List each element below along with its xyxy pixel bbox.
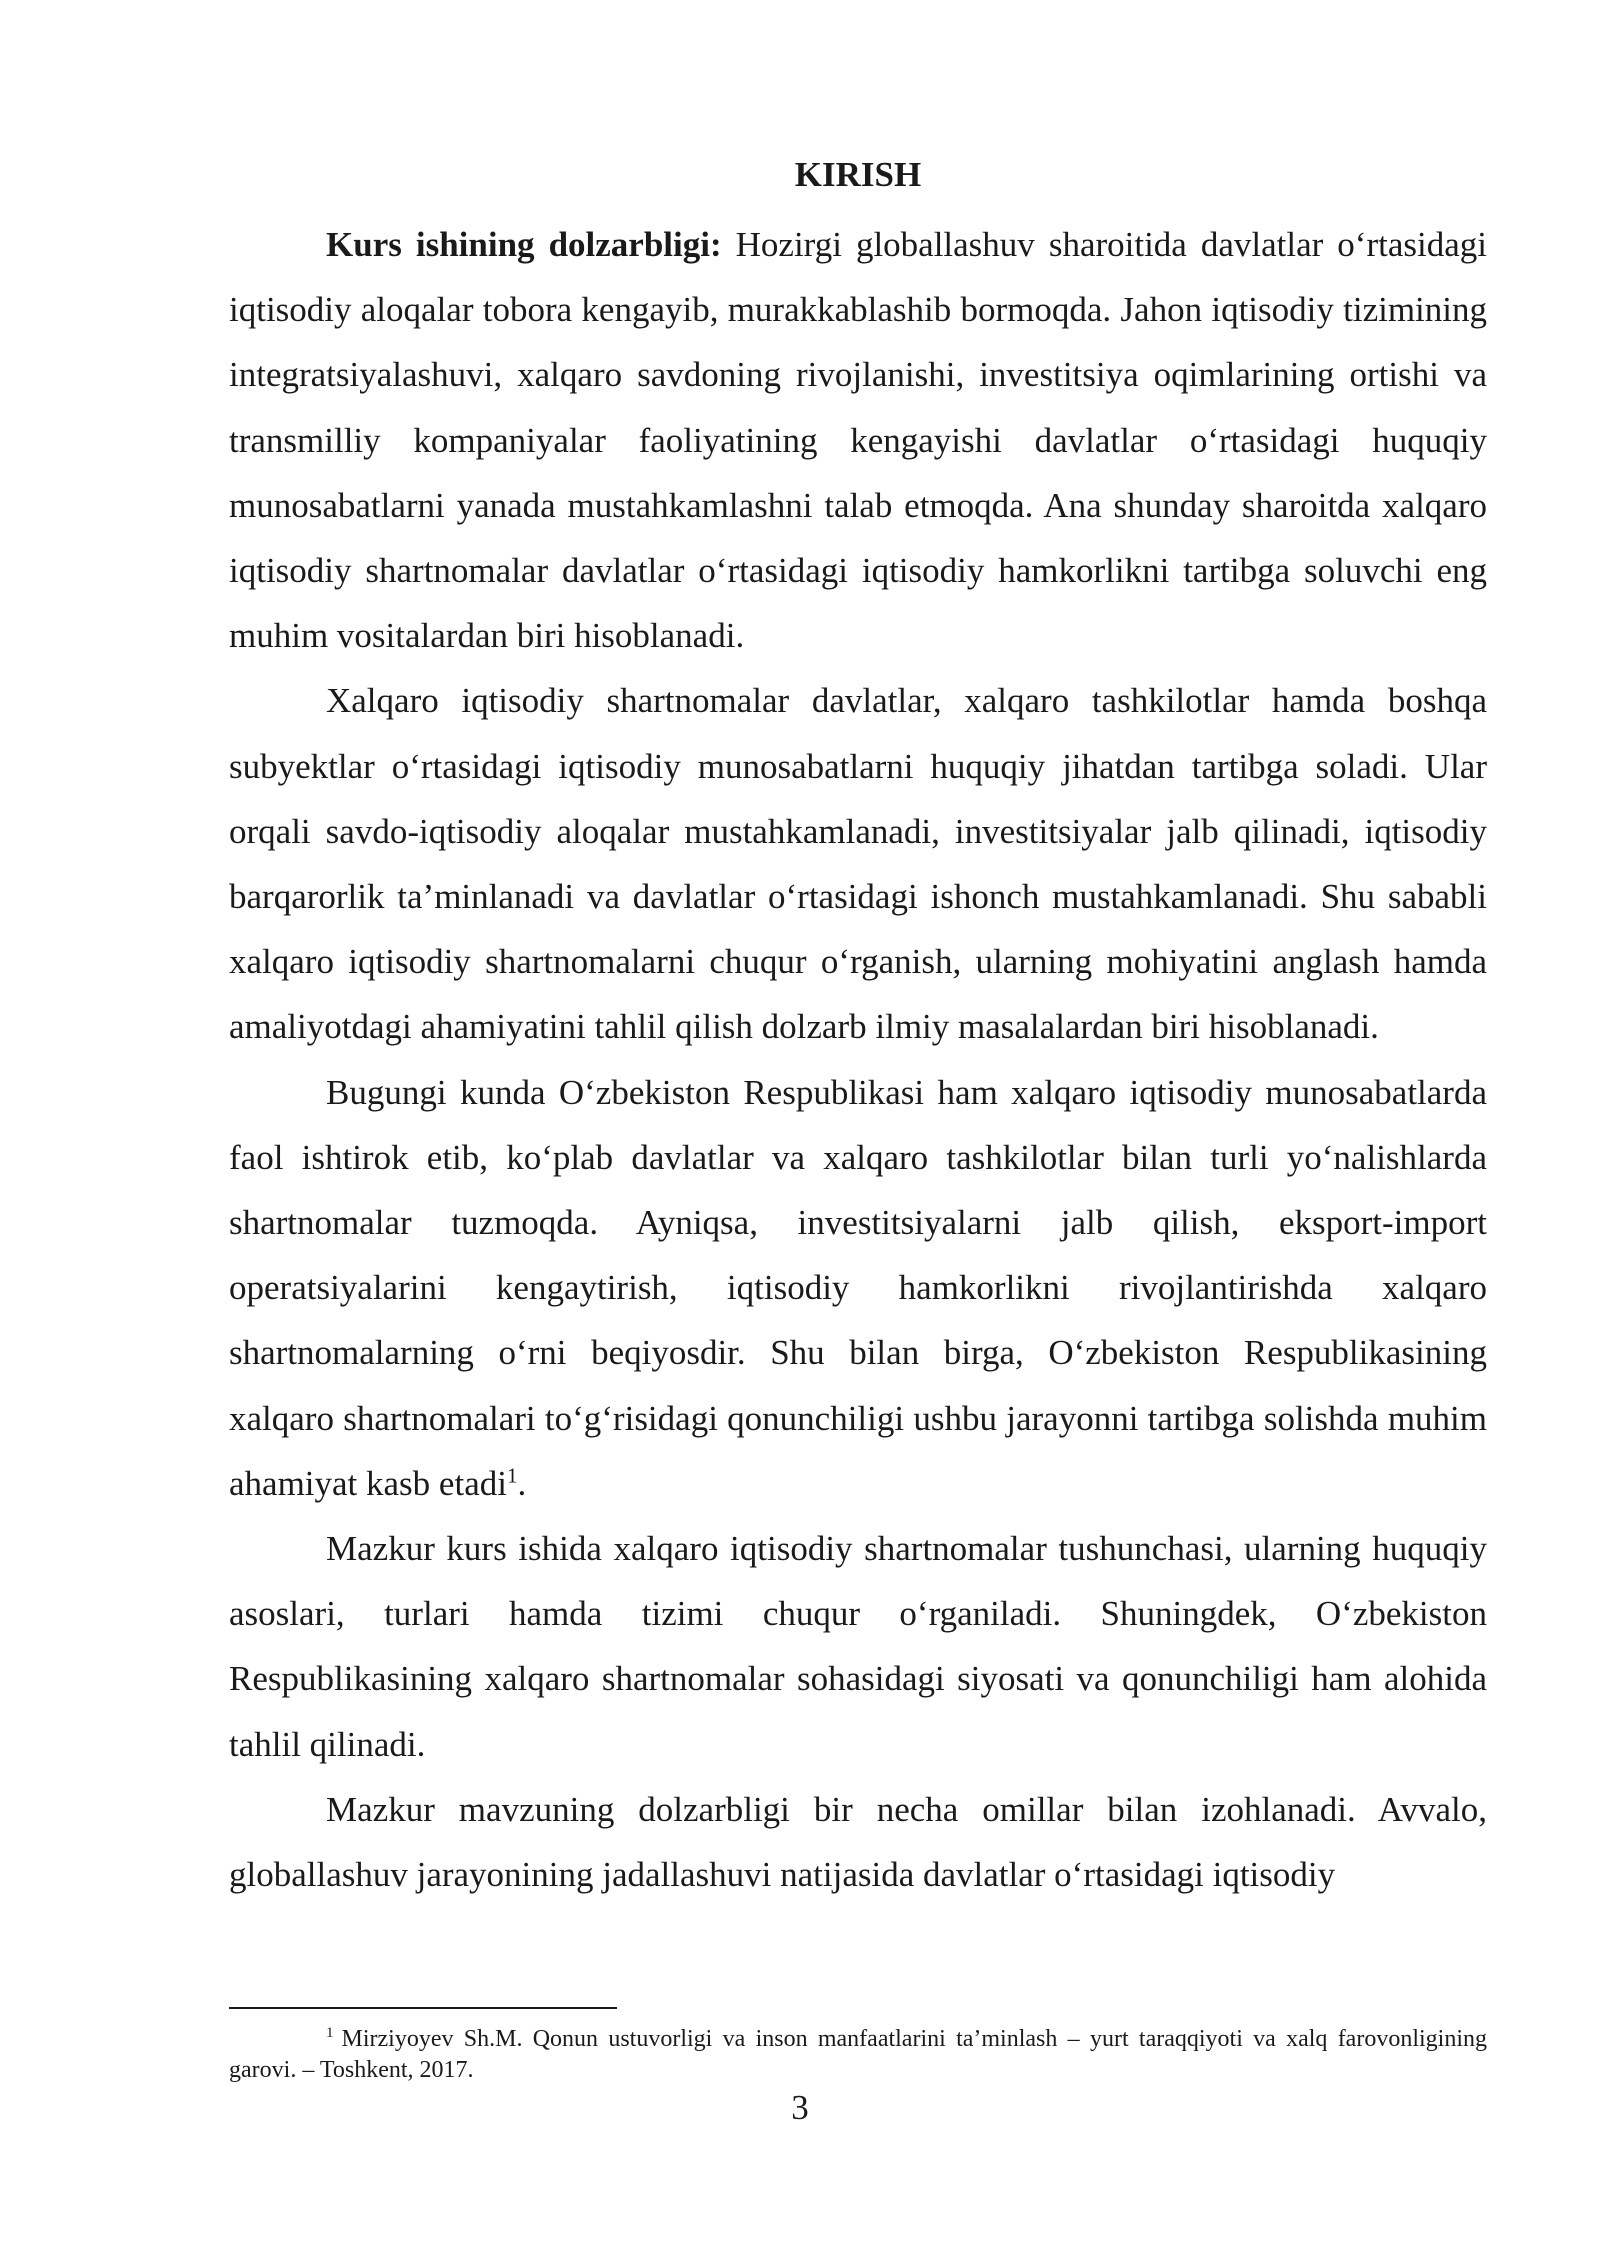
page-body (229, 148, 1487, 1907)
section-heading: KIRISH (794, 155, 922, 194)
footnote-number: 1 (326, 2025, 334, 2041)
paragraph-text: Mazkur mavzuning dolzarbligi bir necha omillar bilan izohlanadi. Avvalo, globallashuv jarayonining jadallashuvi natijasida davlatlar oʻrtasidagi iqtisodiy (229, 1789, 1487, 1895)
paragraph-tail: . (517, 1463, 527, 1503)
paragraph (229, 1516, 1487, 1777)
footnote-separator (229, 2007, 617, 2009)
paragraph-relevance (229, 212, 1487, 668)
paragraph-text: Bugungi kunda Oʻzbekiston Respublikasi ham xalqaro iqtisodiy munosabatlarda faol ishtirok etib, koʻplab davlatlar va xalqaro tashkilotlar bilan turli yoʻnalishlarda shartnomalar tuzmoqda. Ayniqsa, investitsiyalarni jalb qilish, eksport-import operatsiyalarini kengaytirish, iqtisodiy hamkorlikni rivojlantirishda xalqaro shartnomalarning oʻrni beqiyosdir. Shu bilan birga, Oʻzbekiston Respublikasining xalqaro shartnomalari toʻgʻrisidagi qonunchiligi ushbu jarayonni tartibga solishda muhim ahamiyat kasb etadi (229, 1072, 1487, 1503)
footnote-reference[interactable]: 1 (506, 1463, 518, 1488)
paragraph-text: Hozirgi globallashuv sharoitida davlatlar oʻrtasidagi iqtisodiy aloqalar tobora kengayib, murakkablashib bormoqda. Jahon iqtisodiy tizimining integratsiyalashuvi, xalqaro savdoning rivojlanishi, investitsiya oqimlarining ortishi va transmilliy kompaniyalar faoliyatining kengayishi davlatlar oʻrtasidagi huquqiy munosabatlarni yanada mustahkamlashni talab etmoqda. Ana shunday sharoitda xalqaro iqtisodiy shartnomalar davlatlar oʻrtasidagi iqtisodiy hamkorlikni tartibga soluvchi eng muhim vositalardan biri hisoblanadi. (229, 225, 1487, 656)
footnote (229, 2024, 1487, 2086)
paragraph-lead-bold: Kurs ishining dolzarbligi: (326, 225, 722, 264)
paragraph (229, 1777, 1487, 1907)
paragraph (229, 1060, 1487, 1516)
footnote-text: Mirziyoyev Sh.M. Qonun ustuvorligi va inson manfaatlarini ta’minlash – yurt taraqqiyoti va xalq farovonligining garovi. – Toshkent, 2017. (229, 2026, 1487, 2083)
page-number: 3 (791, 2088, 809, 2127)
paragraph (229, 668, 1487, 1059)
paragraph-text: Mazkur kurs ishida xalqaro iqtisodiy shartnomalar tushunchasi, ularning huquqiy asoslari, turlari hamda tizimi chuqur oʻrganiladi. Shuningdek, Oʻzbekiston Respublikasining xalqaro shartnomalar sohasidagi siyosati va qonunchiligi ham alohida tahlil qilinadi. (229, 1529, 1487, 1764)
paragraph-text: Xalqaro iqtisodiy shartnomalar davlatlar, xalqaro tashkilotlar hamda boshqa subyektlar oʻrtasidagi iqtisodiy munosabatlarni huquqiy jihatdan tartibga soladi. Ular orqali savdo-iqtisodiy aloqalar mustahkamlanadi, investitsiyalar jalb qilinadi, iqtisodiy barqarorlik ta’minlanadi va davlatlar oʻrtasidagi ishonch mustahkamlanadi. Shu sababli xalqaro iqtisodiy shartnomalarni chuqur oʻrganish, ularning mohiyatini anglash hamda amaliyotdagi ahamiyatini tahlil qilish dolzarb ilmiy masalalardan biri hisoblanadi. (229, 681, 1487, 1047)
